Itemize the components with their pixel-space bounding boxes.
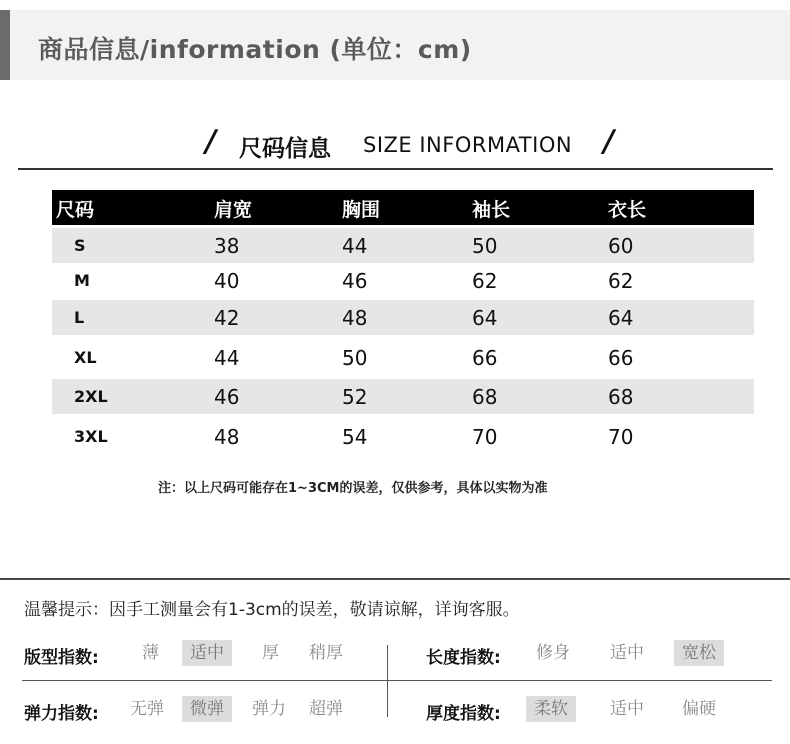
index-option: 稍厚 xyxy=(309,643,343,663)
index-option: 薄 xyxy=(142,643,159,663)
header-accent-bar xyxy=(0,10,10,80)
section-divider xyxy=(18,168,773,170)
size-note: 注：以上尺码可能存在1~3CM的误差，仅供参考，具体以实物为准 xyxy=(158,481,548,496)
value-cell: 68 xyxy=(472,385,498,409)
index-option: 厚 xyxy=(262,643,279,663)
value-cell: 42 xyxy=(214,306,240,330)
index-option: 适中 xyxy=(610,699,644,719)
index-divider xyxy=(22,680,772,681)
index-option: 超弹 xyxy=(309,699,343,719)
value-cell: 44 xyxy=(214,346,240,370)
index-label: 长度指数: xyxy=(426,648,501,668)
header-cell-length: 衣长 xyxy=(608,199,647,221)
value-cell: 60 xyxy=(608,234,634,258)
index-version xyxy=(24,640,384,670)
index-length xyxy=(426,640,776,670)
index-label: 厚度指数: xyxy=(426,704,501,724)
index-option-selected: 柔软 xyxy=(526,696,576,722)
value-cell: 66 xyxy=(608,346,634,370)
header-cell-size: 尺码 xyxy=(56,199,95,221)
value-cell: 44 xyxy=(342,234,368,258)
index-column-divider xyxy=(387,645,388,717)
value-cell: 66 xyxy=(472,346,498,370)
index-option: 偏硬 xyxy=(682,699,716,719)
size-section-title xyxy=(205,124,625,164)
table-row xyxy=(52,228,754,263)
value-cell: 70 xyxy=(608,425,634,449)
size-cell: L xyxy=(74,308,85,327)
title-slash-left: / xyxy=(205,124,216,159)
index-option-selected: 宽松 xyxy=(674,640,724,666)
value-cell: 68 xyxy=(608,385,634,409)
title-english: SIZE INFORMATION xyxy=(363,133,573,157)
value-cell: 62 xyxy=(472,269,498,293)
size-cell: XL xyxy=(74,348,97,367)
value-cell: 48 xyxy=(342,306,368,330)
table-row xyxy=(52,300,754,335)
table-row xyxy=(52,419,754,454)
table-row xyxy=(52,263,754,298)
value-cell: 52 xyxy=(342,385,368,409)
index-option: 适中 xyxy=(610,643,644,663)
value-cell: 64 xyxy=(472,306,498,330)
size-cell: 2XL xyxy=(74,387,108,406)
info-header xyxy=(0,10,790,80)
index-thickness xyxy=(426,696,776,726)
size-cell: 3XL xyxy=(74,427,108,446)
value-cell: 50 xyxy=(342,346,368,370)
title-slash-right: / xyxy=(603,124,614,159)
value-cell: 38 xyxy=(214,234,240,258)
bottom-divider xyxy=(0,578,790,580)
value-cell: 50 xyxy=(472,234,498,258)
header-cell-shoulder: 肩宽 xyxy=(214,199,253,221)
index-option: 弹力 xyxy=(252,699,286,719)
value-cell: 46 xyxy=(342,269,368,293)
table-row xyxy=(52,379,754,414)
value-cell: 70 xyxy=(472,425,498,449)
index-label: 版型指数: xyxy=(24,648,99,668)
index-label: 弹力指数: xyxy=(24,704,99,724)
value-cell: 64 xyxy=(608,306,634,330)
header-cell-chest: 胸围 xyxy=(342,199,381,221)
index-option-selected: 适中 xyxy=(182,640,232,666)
size-cell: M xyxy=(74,271,90,290)
measurement-tip: 温馨提示：因手工测量会有1-3cm的误差，敬请谅解，详询客服。 xyxy=(24,600,520,620)
header-title: 商品信息/information (单位：cm) xyxy=(38,35,472,64)
title-chinese: 尺码信息 xyxy=(239,136,331,162)
value-cell: 62 xyxy=(608,269,634,293)
size-cell: S xyxy=(74,236,86,255)
header-cell-sleeve: 袖长 xyxy=(472,199,511,221)
value-cell: 48 xyxy=(214,425,240,449)
value-cell: 46 xyxy=(214,385,240,409)
table-row xyxy=(52,340,754,375)
index-option-selected: 微弹 xyxy=(182,696,232,722)
value-cell: 54 xyxy=(342,425,368,449)
index-option: 修身 xyxy=(536,643,570,663)
index-elasticity xyxy=(24,696,384,726)
value-cell: 40 xyxy=(214,269,240,293)
table-header xyxy=(52,190,754,225)
index-option: 无弹 xyxy=(130,699,164,719)
